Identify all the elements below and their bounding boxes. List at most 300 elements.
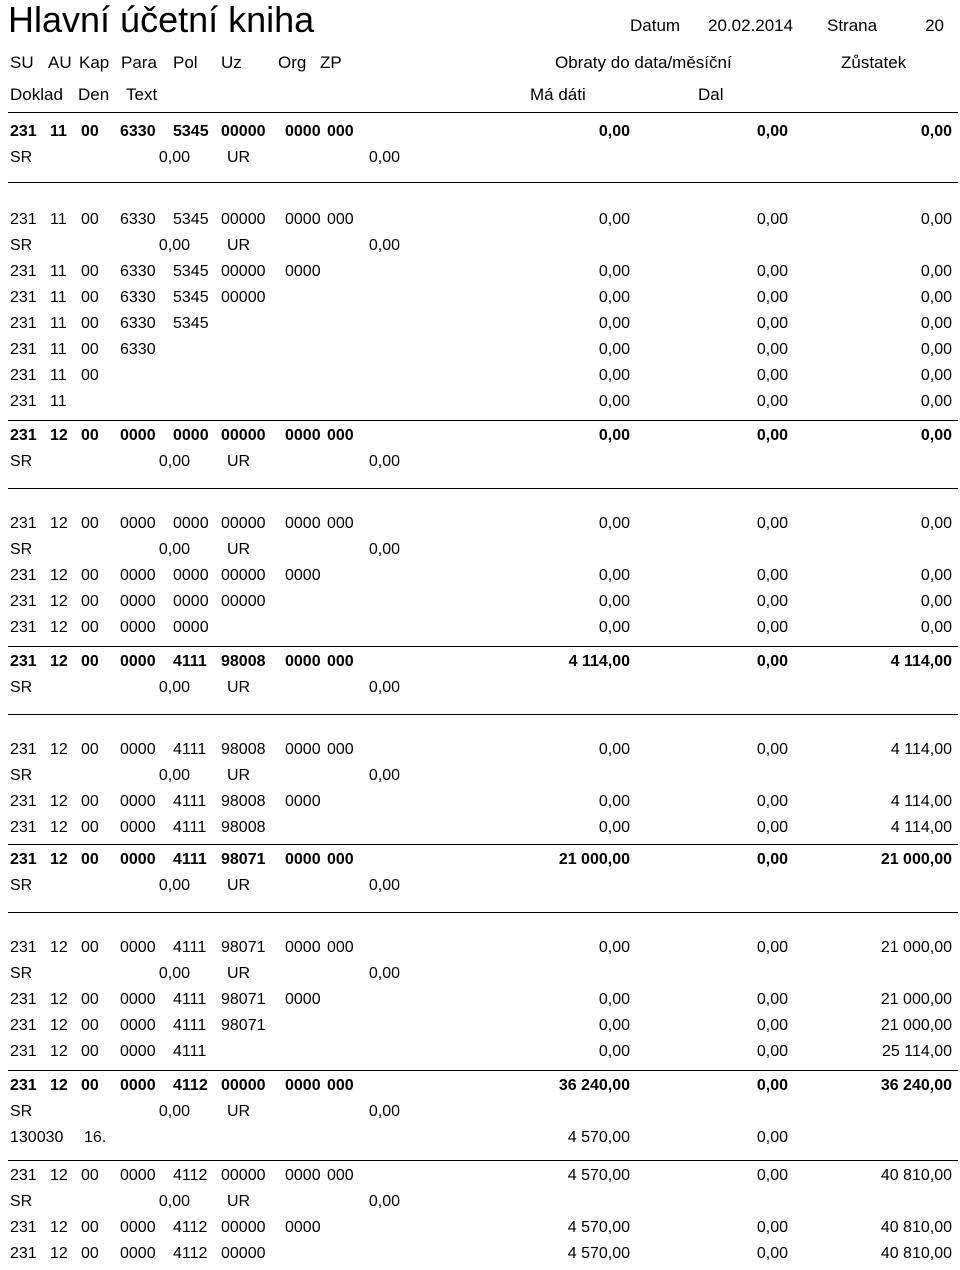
cell-para: 0000: [120, 793, 156, 810]
strana-label: Strana: [827, 16, 878, 35]
cell-debit: 4 570,00: [567, 1167, 630, 1184]
cell-pol: 5345: [173, 289, 209, 306]
cell-debit: 0,00: [598, 793, 630, 810]
ur-label: UR: [227, 237, 251, 254]
account-summary-row: [0, 852, 960, 876]
cell-bal: 4 114,00: [890, 741, 952, 758]
cell-bal: 0,00: [920, 289, 952, 306]
cell-para: 0000: [120, 653, 156, 670]
cell-bal: 0,00: [920, 393, 952, 410]
cell-para: 6330: [120, 211, 156, 228]
cell-bal: 21 000,00: [880, 991, 952, 1008]
ur-label: UR: [227, 453, 251, 470]
cell-au: 12: [50, 819, 68, 836]
cell-kap: 00: [81, 653, 99, 670]
cell-org: 0000: [285, 123, 321, 140]
cell-debit: 0,00: [598, 741, 630, 758]
cell-zp: 000: [327, 123, 354, 140]
cell-debit: 0,00: [598, 341, 630, 358]
ur-value: 0,00: [368, 1193, 400, 1210]
cell-credit: 0,00: [756, 741, 788, 758]
budget-row: [0, 878, 960, 902]
cell-zp: 000: [327, 851, 354, 868]
cell-uz: 00000: [221, 593, 266, 610]
budget-row: [0, 1104, 960, 1128]
sr-label: SR: [10, 1193, 33, 1210]
ur-value: 0,00: [368, 541, 400, 558]
cell-debit: 0,00: [598, 619, 630, 636]
cell-kap: 00: [81, 939, 99, 956]
document-row: [0, 1130, 960, 1154]
cell-kap: 00: [81, 1167, 99, 1184]
cell-uz: 00000: [221, 263, 266, 280]
cell-bal: 0,00: [920, 211, 952, 228]
cell-kap: 00: [81, 1043, 99, 1060]
cell-uz: 00000: [221, 1167, 266, 1184]
cell-su: 231: [10, 341, 37, 358]
cell-debit: 21 000,00: [558, 851, 630, 868]
budget-row: [0, 150, 960, 174]
account-row: [0, 742, 960, 766]
cell-para: 0000: [120, 593, 156, 610]
cell-su: 231: [10, 567, 37, 584]
account-summary-row: [0, 124, 960, 148]
cell-pol: 0000: [173, 593, 209, 610]
cell-kap: 00: [81, 1017, 99, 1034]
cell-para: 6330: [120, 263, 156, 280]
cell-bal: 0,00: [920, 315, 952, 332]
col-header-doklad: Doklad: [10, 85, 63, 104]
cell-zp: 000: [327, 1167, 354, 1184]
datum-value: 20.02.2014: [708, 16, 794, 35]
cell-kap: 00: [81, 1219, 99, 1236]
col-header-au: AU: [48, 53, 72, 72]
section-divider: [8, 488, 958, 489]
cell-bal: 0,00: [920, 123, 952, 140]
cell-credit: 0,00: [756, 1077, 788, 1094]
cell-debit: 36 240,00: [558, 1077, 630, 1094]
account-row: [0, 290, 960, 314]
cell-au: 12: [50, 1219, 68, 1236]
cell-au: 11: [50, 289, 67, 306]
cell-pol: 0000: [173, 427, 209, 444]
cell-au: 12: [50, 427, 68, 444]
cell-para: 0000: [120, 567, 156, 584]
account-row: [0, 1018, 960, 1042]
cell-au: 12: [50, 593, 68, 610]
cell-uz: 98008: [221, 741, 266, 758]
cell-su: 231: [10, 315, 37, 332]
col-header-ma-dati: Má dáti: [530, 85, 586, 104]
cell-su: 231: [10, 741, 37, 758]
cell-zp: 000: [327, 211, 354, 228]
cell-zp: 000: [327, 939, 354, 956]
cell-org: 0000: [285, 1167, 321, 1184]
sr-label: SR: [10, 877, 33, 894]
cell-pol: 5345: [173, 263, 209, 280]
cell-au: 12: [50, 1167, 68, 1184]
sr-label: SR: [10, 1103, 33, 1120]
sr-value: 0,00: [158, 149, 190, 166]
cell-credit: 0,00: [756, 593, 788, 610]
sr-value: 0,00: [158, 877, 190, 894]
cell-au: 11: [50, 315, 67, 332]
cell-kap: 00: [81, 367, 99, 384]
cell-debit: 0,00: [598, 567, 630, 584]
cell-kap: 00: [81, 991, 99, 1008]
sr-value: 0,00: [158, 541, 190, 558]
cell-credit: 0,00: [756, 393, 788, 410]
col-header-den: Den: [78, 85, 110, 104]
cell-credit: 0,00: [756, 1219, 788, 1236]
cell-credit: 0,00: [756, 1129, 788, 1146]
cell-au: 12: [50, 939, 68, 956]
cell-au: 12: [50, 653, 68, 670]
ur-value: 0,00: [368, 453, 400, 470]
cell-bal: 0,00: [920, 341, 952, 358]
cell-para: 0000: [120, 515, 156, 532]
cell-uz: 00000: [221, 427, 266, 444]
cell-uz: 00000: [221, 515, 266, 532]
sr-value: 0,00: [158, 1193, 190, 1210]
cell-su: 231: [10, 123, 37, 140]
cell-kap: 00: [81, 263, 99, 280]
col-header-text: Text: [126, 85, 158, 104]
cell-bal: 21 000,00: [880, 851, 952, 868]
datum-label: Datum: [630, 16, 681, 35]
cell-debit: 0,00: [598, 1017, 630, 1034]
cell-org: 0000: [285, 567, 321, 584]
cell-credit: 0,00: [756, 991, 788, 1008]
cell-credit: 0,00: [756, 793, 788, 810]
cell-debit: 0,00: [598, 367, 630, 384]
account-row: [0, 394, 960, 418]
cell-debit: 0,00: [598, 427, 630, 444]
col-header-zp: ZP: [320, 53, 342, 72]
cell-bal: 0,00: [920, 367, 952, 384]
cell-org: 0000: [285, 653, 321, 670]
budget-row: [0, 768, 960, 792]
cell-credit: 0,00: [756, 653, 788, 670]
col-header-zustatek: Zůstatek: [841, 53, 907, 72]
cell-pol: 4111: [173, 851, 207, 868]
ur-value: 0,00: [368, 1103, 400, 1120]
cell-pol: 4112: [173, 1167, 208, 1184]
cell-credit: 0,00: [756, 819, 788, 836]
cell-credit: 0,00: [756, 211, 788, 228]
cell-uz: 00000: [221, 1077, 266, 1094]
sr-label: SR: [10, 965, 33, 982]
cell-pol: 4111: [173, 991, 207, 1008]
col-header-dal: Dal: [698, 85, 724, 104]
col-header-org: Org: [278, 53, 307, 72]
cell-su: 231: [10, 1245, 37, 1262]
cell-org: 0000: [285, 851, 321, 868]
col-header-para: Para: [121, 53, 157, 72]
cell-su: 231: [10, 851, 37, 868]
cell-uz: 00000: [221, 211, 266, 228]
cell-au: 11: [50, 211, 67, 228]
account-row: [0, 342, 960, 366]
section-divider: [8, 1070, 958, 1071]
cell-org: 0000: [285, 1077, 321, 1094]
cell-su: 231: [10, 263, 37, 280]
cell-bal: 0,00: [920, 567, 952, 584]
budget-row: [0, 238, 960, 262]
cell-credit: 0,00: [756, 263, 788, 280]
cell-au: 12: [50, 793, 68, 810]
cell-kap: 00: [81, 427, 99, 444]
cell-su: 231: [10, 515, 37, 532]
budget-row: [0, 542, 960, 566]
cell-para: 0000: [120, 1219, 156, 1236]
cell-kap: 00: [81, 289, 99, 306]
cell-au: 12: [50, 1077, 68, 1094]
sr-value: 0,00: [158, 679, 190, 696]
cell-su: 231: [10, 1017, 37, 1034]
ur-label: UR: [227, 965, 251, 982]
cell-kap: 00: [81, 819, 99, 836]
cell-pol: 4111: [173, 793, 207, 810]
cell-zp: 000: [327, 741, 354, 758]
cell-para: 6330: [120, 341, 156, 358]
cell-debit: 4 570,00: [567, 1129, 630, 1146]
section-divider: [8, 714, 958, 715]
cell-para: 0000: [120, 1167, 156, 1184]
cell-credit: 0,00: [756, 567, 788, 584]
cell-su: 231: [10, 619, 37, 636]
cell-uz: 98071: [221, 851, 266, 868]
cell-bal: 21 000,00: [880, 939, 952, 956]
cell-au: 11: [50, 367, 67, 384]
account-row: [0, 594, 960, 618]
cell-kap: 00: [81, 593, 99, 610]
cell-pol: 4111: [173, 1043, 207, 1060]
cell-org: 0000: [285, 263, 321, 280]
cell-credit: 0,00: [756, 939, 788, 956]
cell-org: 0000: [285, 1219, 321, 1236]
ur-value: 0,00: [368, 149, 400, 166]
cell-au: 11: [50, 393, 67, 410]
cell-kap: 00: [81, 851, 99, 868]
cell-au: 12: [50, 991, 68, 1008]
cell-pol: 0000: [173, 515, 209, 532]
section-divider: [8, 182, 958, 183]
sr-label: SR: [10, 541, 33, 558]
cell-zp: 000: [327, 427, 354, 444]
cell-kap: 00: [81, 619, 99, 636]
cell-uz: 00000: [221, 1245, 266, 1262]
cell-org: 0000: [285, 991, 321, 1008]
ur-value: 0,00: [368, 679, 400, 696]
cell-pol: 0000: [173, 619, 209, 636]
ur-value: 0,00: [368, 877, 400, 894]
ur-label: UR: [227, 541, 251, 558]
cell-su: 231: [10, 367, 37, 384]
header-divider: [8, 112, 958, 113]
cell-org: 0000: [285, 741, 321, 758]
cell-uz: 98008: [221, 819, 266, 836]
cell-para: 6330: [120, 315, 156, 332]
cell-au: 12: [50, 567, 68, 584]
ur-label: UR: [227, 149, 251, 166]
ur-value: 0,00: [368, 965, 400, 982]
budget-row: [0, 1194, 960, 1218]
cell-bal: 40 810,00: [880, 1167, 952, 1184]
cell-debit: 0,00: [598, 939, 630, 956]
cell-debit: 0,00: [598, 211, 630, 228]
sr-label: SR: [10, 767, 33, 784]
account-summary-row: [0, 428, 960, 452]
cell-au: 12: [50, 1043, 68, 1060]
cell-bal: 4 114,00: [890, 793, 952, 810]
cell-bal: 4 114,00: [890, 819, 952, 836]
cell-credit: 0,00: [756, 1043, 788, 1060]
ur-label: UR: [227, 1193, 251, 1210]
cell-bal: 0,00: [920, 593, 952, 610]
cell-credit: 0,00: [756, 619, 788, 636]
cell-au: 12: [50, 619, 68, 636]
cell-para: 0000: [120, 819, 156, 836]
cell-su: 231: [10, 991, 37, 1008]
cell-su: 231: [10, 289, 37, 306]
cell-su: 231: [10, 1167, 37, 1184]
cell-uz: 98008: [221, 793, 266, 810]
cell-credit: 0,00: [756, 341, 788, 358]
col-header-uz: Uz: [221, 53, 242, 72]
account-row: [0, 516, 960, 540]
section-divider: [8, 420, 958, 421]
cell-au: 12: [50, 741, 68, 758]
cell-para: 0000: [120, 1245, 156, 1262]
account-row: [0, 1044, 960, 1068]
cell-pol: 5345: [173, 211, 209, 228]
cell-su: 231: [10, 1077, 37, 1094]
cell-debit: 0,00: [598, 515, 630, 532]
cell-pol: 0000: [173, 567, 209, 584]
cell-uz: 98008: [221, 653, 266, 670]
doklad-day: 16.: [84, 1129, 107, 1146]
cell-au: 11: [50, 341, 67, 358]
sr-value: 0,00: [158, 453, 190, 470]
cell-au: 12: [50, 1245, 68, 1262]
ur-label: UR: [227, 877, 251, 894]
cell-org: 0000: [285, 515, 321, 532]
ur-label: UR: [227, 1103, 251, 1120]
cell-pol: 4111: [173, 653, 207, 670]
sr-value: 0,00: [158, 767, 190, 784]
cell-debit: 4 570,00: [567, 1219, 630, 1236]
ur-value: 0,00: [368, 237, 400, 254]
cell-para: 6330: [120, 289, 156, 306]
account-row: [0, 794, 960, 818]
cell-kap: 00: [81, 741, 99, 758]
cell-para: 0000: [120, 619, 156, 636]
cell-org: 0000: [285, 427, 321, 444]
account-summary-row: [0, 1078, 960, 1102]
budget-row: [0, 680, 960, 704]
account-row: [0, 264, 960, 288]
cell-uz: 98071: [221, 991, 266, 1008]
cell-kap: 00: [81, 515, 99, 532]
account-summary-row: [0, 654, 960, 678]
cell-kap: 00: [81, 793, 99, 810]
cell-credit: 0,00: [756, 1017, 788, 1034]
cell-org: 0000: [285, 939, 321, 956]
cell-para: 0000: [120, 427, 156, 444]
cell-bal: 4 114,00: [890, 653, 952, 670]
cell-au: 11: [50, 263, 67, 280]
account-row: [0, 316, 960, 340]
account-row: [0, 620, 960, 644]
strana-value: 20: [925, 16, 944, 35]
cell-credit: 0,00: [756, 427, 788, 444]
cell-uz: 00000: [221, 289, 266, 306]
cell-pol: 4112: [173, 1245, 208, 1262]
cell-bal: 0,00: [920, 619, 952, 636]
cell-debit: 0,00: [598, 123, 630, 140]
budget-row: [0, 966, 960, 990]
budget-row: [0, 454, 960, 478]
cell-debit: 0,00: [598, 289, 630, 306]
cell-pol: 4111: [173, 741, 207, 758]
cell-credit: 0,00: [756, 851, 788, 868]
cell-pol: 5345: [173, 315, 209, 332]
cell-kap: 00: [81, 341, 99, 358]
cell-uz: 98071: [221, 939, 266, 956]
section-divider: [8, 844, 958, 845]
cell-para: 0000: [120, 1017, 156, 1034]
cell-para: 6330: [120, 123, 156, 140]
cell-debit: 4 570,00: [567, 1245, 630, 1262]
sr-label: SR: [10, 237, 33, 254]
cell-pol: 4111: [173, 1017, 207, 1034]
cell-bal: 40 810,00: [880, 1219, 952, 1236]
cell-bal: 25 114,00: [882, 1043, 952, 1060]
sr-value: 0,00: [158, 965, 190, 982]
cell-kap: 00: [81, 123, 99, 140]
cell-zp: 000: [327, 515, 354, 532]
cell-su: 231: [10, 427, 37, 444]
cell-para: 0000: [120, 741, 156, 758]
sr-label: SR: [10, 149, 33, 166]
cell-credit: 0,00: [756, 289, 788, 306]
account-row: [0, 212, 960, 236]
account-row: [0, 940, 960, 964]
cell-credit: 0,00: [756, 1245, 788, 1262]
cell-zp: 000: [327, 653, 354, 670]
col-header-pol: Pol: [173, 53, 198, 72]
cell-kap: 00: [81, 567, 99, 584]
account-row: [0, 568, 960, 592]
cell-uz: 00000: [221, 123, 266, 140]
page-title: Hlavní účetní kniha: [8, 0, 315, 40]
section-divider: [8, 646, 958, 647]
cell-kap: 00: [81, 211, 99, 228]
cell-au: 11: [50, 123, 67, 140]
account-row: [0, 820, 960, 844]
cell-kap: 00: [81, 1245, 99, 1262]
cell-au: 12: [50, 1017, 68, 1034]
cell-debit: 0,00: [598, 1043, 630, 1060]
cell-zp: 000: [327, 1077, 354, 1094]
ur-value: 0,00: [368, 767, 400, 784]
cell-bal: 0,00: [920, 515, 952, 532]
sr-value: 0,00: [158, 1103, 190, 1120]
cell-debit: 0,00: [598, 315, 630, 332]
cell-bal: 0,00: [920, 263, 952, 280]
cell-su: 231: [10, 1219, 37, 1236]
